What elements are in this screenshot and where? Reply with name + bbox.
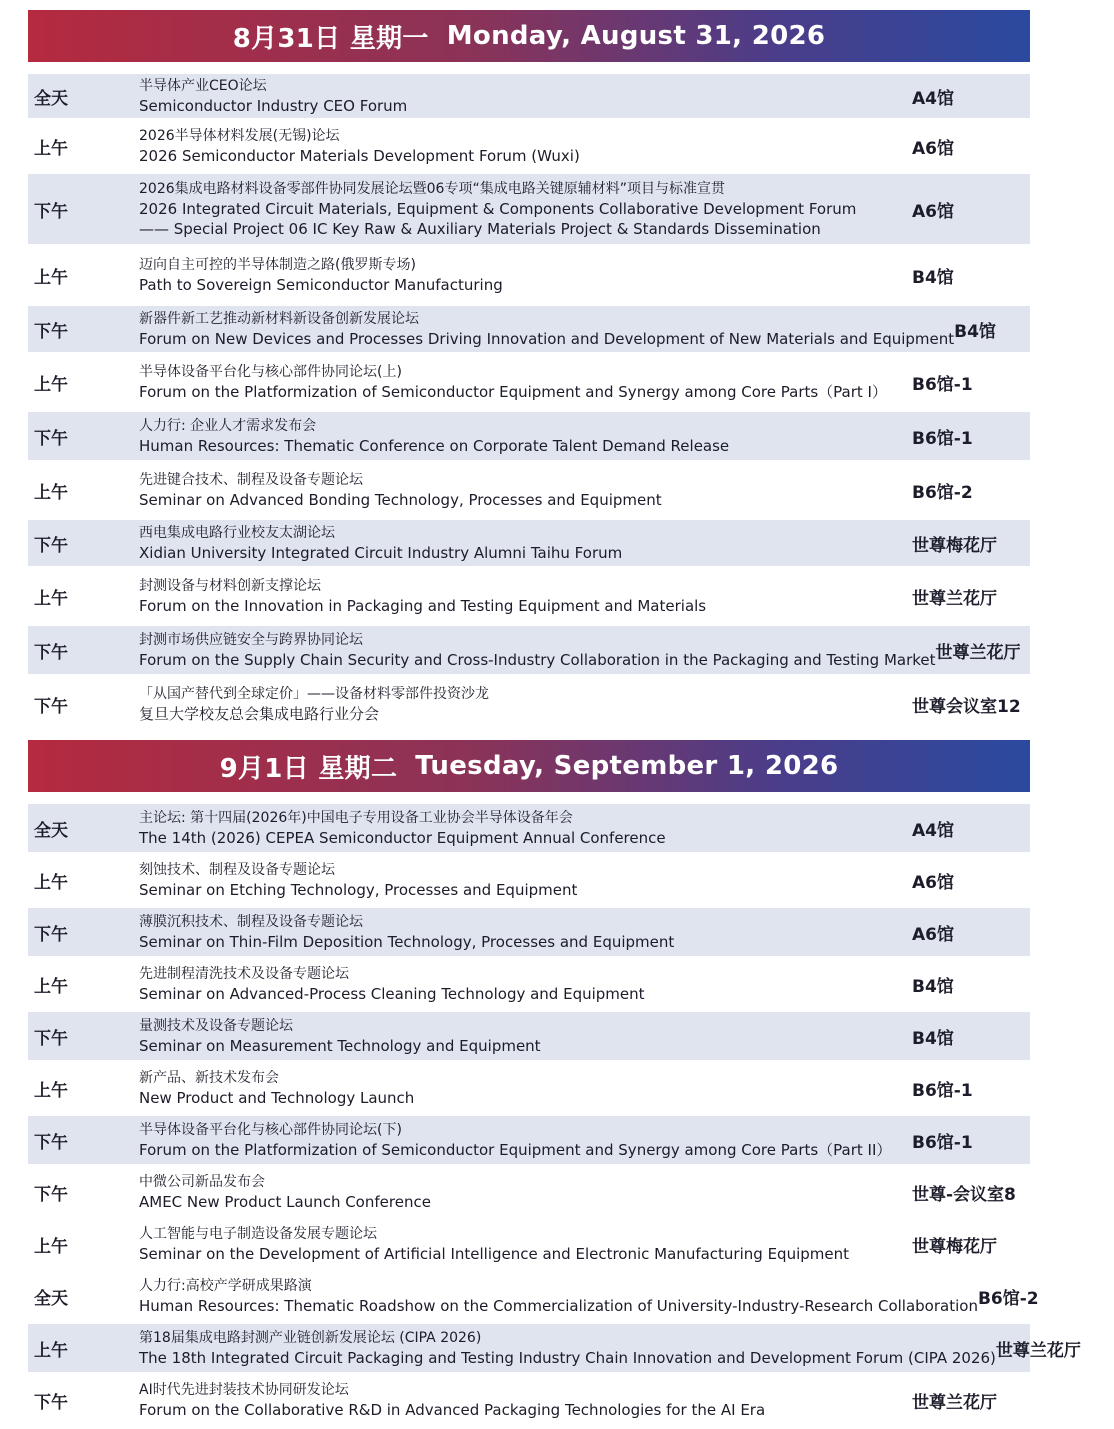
session-venue: B6馆-1 xyxy=(912,428,973,449)
session-title-en: Seminar on Measurement Technology and Equipment xyxy=(139,1037,541,1055)
session-venue: B4馆 xyxy=(912,976,954,997)
session-title-zh: 先进键合技术、制程及设备专题论坛 xyxy=(139,472,363,488)
session-time: 下午 xyxy=(34,428,68,449)
session-time: 上午 xyxy=(34,1340,68,1361)
session-title-en: Human Resources: Thematic Conference on Corporate Talent Demand Release xyxy=(139,437,730,455)
session-title xyxy=(139,912,912,952)
session-title-zh: 2026集成电路材料设备零部件协同发展论坛暨06专项“集成电路关键原辅材料”项目与标准宣贯 xyxy=(139,181,725,197)
session-title-en: The 14th (2026) CEPEA Semiconductor Equipment Annual Conference xyxy=(139,829,666,847)
session-time: 全天 xyxy=(34,1288,68,1309)
session-title-en: Forum on the Collaborative R&D in Advanced Packaging Technologies for the AI Era xyxy=(139,1401,766,1419)
session-row xyxy=(28,1272,1039,1324)
session-time: 全天 xyxy=(34,88,68,109)
session-title-en: Semiconductor Industry CEO Forum xyxy=(139,97,408,115)
session-venue: 世尊兰花厅 xyxy=(912,1392,997,1413)
day-header-en: Monday, August 31, 2026 xyxy=(446,21,826,51)
session-title-zh: 量测技术及设备专题论坛 xyxy=(139,1018,293,1034)
session-title-en: 2026 Integrated Circuit Materials, Equipment & Components Collaborative Development Forum xyxy=(139,200,857,218)
session-time: 全天 xyxy=(34,820,68,841)
session-venue: 世尊梅花厅 xyxy=(912,535,997,556)
session-title-zh: AI时代先进封装技术协同研发论坛 xyxy=(139,1382,349,1398)
session-title-en: Seminar on the Development of Artificial Intelligence and Electronic Manufacturing Equipment xyxy=(139,1245,849,1263)
session-title-en-subtitle: —— Special Project 06 IC Key Raw & Auxiliary Materials Project & Standards Dissemination xyxy=(139,220,821,238)
session-title-en: Xidian University Integrated Circuit Industry Alumni Taihu Forum xyxy=(139,544,623,562)
session-title-zh: 人工智能与电子制造设备发展专题论坛 xyxy=(139,1226,377,1242)
session-row xyxy=(28,122,1030,174)
session-row xyxy=(28,74,1030,122)
session-title xyxy=(139,1016,912,1056)
session-title-zh: 主论坛: 第十四届(2026年)中国电子专用设备工业协会半导体设备年会 xyxy=(139,810,573,826)
session-venue: B6馆-1 xyxy=(912,374,973,395)
session-title-en: Human Resources: Thematic Roadshow on the Commercialization of University-Industry-Research Collaboration xyxy=(139,1297,978,1315)
session-row xyxy=(28,520,1030,570)
session-time: 上午 xyxy=(34,138,68,159)
session-title-zh: 半导体设备平台化与核心部件协同论坛(上) xyxy=(139,364,402,380)
session-title xyxy=(139,126,912,166)
session-row xyxy=(28,678,1030,734)
session-row xyxy=(28,174,1030,248)
session-title-zh: 新器件新工艺推动新材料新设备创新发展论坛 xyxy=(139,311,419,327)
session-title-zh: 迈向自主可控的半导体制造之路(俄罗斯专场) xyxy=(139,257,416,273)
session-title-zh: 半导体设备平台化与核心部件协同论坛(下) xyxy=(139,1122,402,1138)
session-title-en: 复旦大学校友总会集成电路行业分会 xyxy=(139,705,380,723)
session-title xyxy=(139,1068,912,1108)
day-header xyxy=(28,10,1030,62)
session-title-zh: 刻蚀技术、制程及设备专题论坛 xyxy=(139,862,335,878)
day-header-zh: 8月31日 星期一 xyxy=(232,23,429,54)
session-title-en: Forum on the Platformization of Semiconductor Equipment and Synergy among Core Parts（Part I） xyxy=(139,383,887,401)
session-title xyxy=(139,630,936,670)
session-venue: B6馆-2 xyxy=(977,1288,1039,1309)
session-title xyxy=(139,1328,996,1368)
session-list xyxy=(28,74,1030,734)
session-title-en: Path to Sovereign Semiconductor Manufacturing xyxy=(139,276,503,294)
session-title xyxy=(139,1224,912,1264)
session-row xyxy=(28,856,1030,908)
session-time: 下午 xyxy=(34,1028,68,1049)
session-title xyxy=(139,860,912,900)
session-venue: B4馆 xyxy=(912,267,954,288)
session-row xyxy=(28,1116,1030,1168)
session-venue: 世尊-会议室8 xyxy=(912,1184,1016,1205)
session-title xyxy=(139,255,912,295)
session-title-zh: 薄膜沉积技术、制程及设备专题论坛 xyxy=(139,914,363,930)
session-time: 下午 xyxy=(34,201,68,222)
session-title-en: Forum on the Supply Chain Security and Cross-Industry Collaboration in the Packaging and Testing Market xyxy=(139,651,936,669)
session-title xyxy=(139,1120,912,1160)
session-row xyxy=(28,1064,1030,1116)
session-title xyxy=(139,964,912,1004)
session-title-en: Forum on the Innovation in Packaging and Testing Equipment and Materials xyxy=(139,597,707,615)
session-time: 上午 xyxy=(34,482,68,503)
session-venue: 世尊兰花厅 xyxy=(935,642,1021,663)
session-title xyxy=(139,523,912,563)
session-title-en: AMEC New Product Launch Conference xyxy=(139,1193,431,1211)
session-title xyxy=(139,309,954,349)
session-venue: B6馆-1 xyxy=(912,1132,973,1153)
day-section-aug31 xyxy=(28,10,1030,734)
session-title-zh: 先进制程清洗技术及设备专题论坛 xyxy=(139,966,349,982)
session-row xyxy=(28,626,1030,678)
session-row xyxy=(28,570,1030,626)
session-title-en: Forum on New Devices and Processes Driving Innovation and Development of New Materials and Equipment xyxy=(139,330,955,348)
session-title xyxy=(139,179,912,239)
session-venue: B4馆 xyxy=(912,1028,954,1049)
session-title-en: Forum on the Platformization of Semiconductor Equipment and Synergy among Core Parts（Part II） xyxy=(139,1141,892,1159)
session-time: 上午 xyxy=(34,872,68,893)
session-title-zh: 封测设备与材料创新支撑论坛 xyxy=(139,578,321,594)
session-title xyxy=(139,576,912,616)
session-title-zh: 「从国产替代到全球定价」——设备材料零部件投资沙龙 xyxy=(139,686,489,702)
session-time: 上午 xyxy=(34,1080,68,1101)
session-title xyxy=(139,470,912,510)
session-title-zh: 新产品、新技术发布会 xyxy=(139,1070,279,1086)
session-title xyxy=(139,1276,978,1316)
day-header-zh: 9月1日 星期二 xyxy=(219,753,398,784)
session-title-en: Seminar on Thin-Film Deposition Technology, Processes and Equipment xyxy=(139,933,675,951)
session-venue: A6馆 xyxy=(912,138,954,159)
session-title-zh: 西电集成电路行业校友太湖论坛 xyxy=(139,525,335,541)
session-time: 上午 xyxy=(34,267,68,288)
session-venue: B6馆-2 xyxy=(912,482,973,503)
session-time: 下午 xyxy=(34,535,68,556)
session-time: 下午 xyxy=(34,321,68,342)
session-venue: A6馆 xyxy=(912,201,954,222)
session-venue: A4馆 xyxy=(912,820,954,841)
session-title xyxy=(139,362,912,402)
session-row xyxy=(28,356,1030,412)
session-title-en: Seminar on Advanced Bonding Technology, Processes and Equipment xyxy=(139,491,662,509)
session-row xyxy=(28,1220,1030,1272)
session-title-zh: 半导体产业CEO论坛 xyxy=(139,78,267,94)
session-row xyxy=(28,306,1030,356)
session-row xyxy=(28,804,1030,856)
session-row xyxy=(28,960,1030,1012)
session-row xyxy=(28,412,1030,464)
day-section-sep1 xyxy=(28,740,1081,1428)
session-title-en: The 18th Integrated Circuit Packaging and Testing Industry Chain Innovation and Development Forum (CIPA 2026) xyxy=(139,1349,996,1367)
session-time: 上午 xyxy=(34,1236,68,1257)
session-title-zh: 2026半导体材料发展(无锡)论坛 xyxy=(139,128,340,144)
session-row xyxy=(28,908,1030,960)
session-time: 上午 xyxy=(34,588,68,609)
session-title-zh: 人力行: 企业人才需求发布会 xyxy=(139,418,317,434)
session-title xyxy=(139,76,912,116)
session-venue: A6馆 xyxy=(912,872,954,893)
session-time: 上午 xyxy=(34,374,68,395)
session-venue: 世尊兰花厅 xyxy=(912,588,997,609)
session-title xyxy=(139,1172,912,1212)
session-venue: 世尊会议室12 xyxy=(912,696,1021,717)
session-title-en: New Product and Technology Launch xyxy=(139,1089,415,1107)
session-row xyxy=(28,1168,1030,1220)
session-time: 下午 xyxy=(34,924,68,945)
session-time: 下午 xyxy=(34,1392,68,1413)
session-row xyxy=(28,1324,1081,1376)
session-venue: A6馆 xyxy=(912,924,954,945)
session-title xyxy=(139,416,912,456)
session-row xyxy=(28,1376,1030,1428)
session-venue: B6馆-1 xyxy=(912,1080,973,1101)
day-header-en: Tuesday, September 1, 2026 xyxy=(415,751,839,781)
session-venue: 世尊梅花厅 xyxy=(912,1236,997,1257)
session-title-zh: 中微公司新品发布会 xyxy=(139,1174,265,1190)
session-venue: A4馆 xyxy=(912,88,954,109)
session-title xyxy=(139,1380,912,1420)
session-venue: B4馆 xyxy=(954,321,996,342)
session-time: 下午 xyxy=(34,1132,68,1153)
session-venue: 世尊兰花厅 xyxy=(995,1340,1081,1361)
session-title-en: Seminar on Etching Technology, Processes and Equipment xyxy=(139,881,578,899)
session-title xyxy=(139,808,912,848)
session-time: 下午 xyxy=(34,642,68,663)
session-title-zh: 第18届集成电路封测产业链创新发展论坛 (CIPA 2026) xyxy=(139,1330,482,1346)
session-title xyxy=(139,684,912,724)
session-title-en: Seminar on Advanced-Process Cleaning Technology and Equipment xyxy=(139,985,645,1003)
session-row xyxy=(28,1012,1030,1064)
session-row xyxy=(28,464,1030,520)
session-row xyxy=(28,248,1030,306)
session-title-zh: 封测市场供应链安全与跨界协同论坛 xyxy=(139,632,363,648)
session-time: 下午 xyxy=(34,1184,68,1205)
session-list xyxy=(28,804,1081,1428)
session-time: 上午 xyxy=(34,976,68,997)
session-time: 下午 xyxy=(34,696,68,717)
session-title-en: 2026 Semiconductor Materials Development Forum (Wuxi) xyxy=(139,147,580,165)
day-header xyxy=(28,740,1030,792)
session-title-zh: 人力行:高校产学研成果路演 xyxy=(139,1278,312,1294)
